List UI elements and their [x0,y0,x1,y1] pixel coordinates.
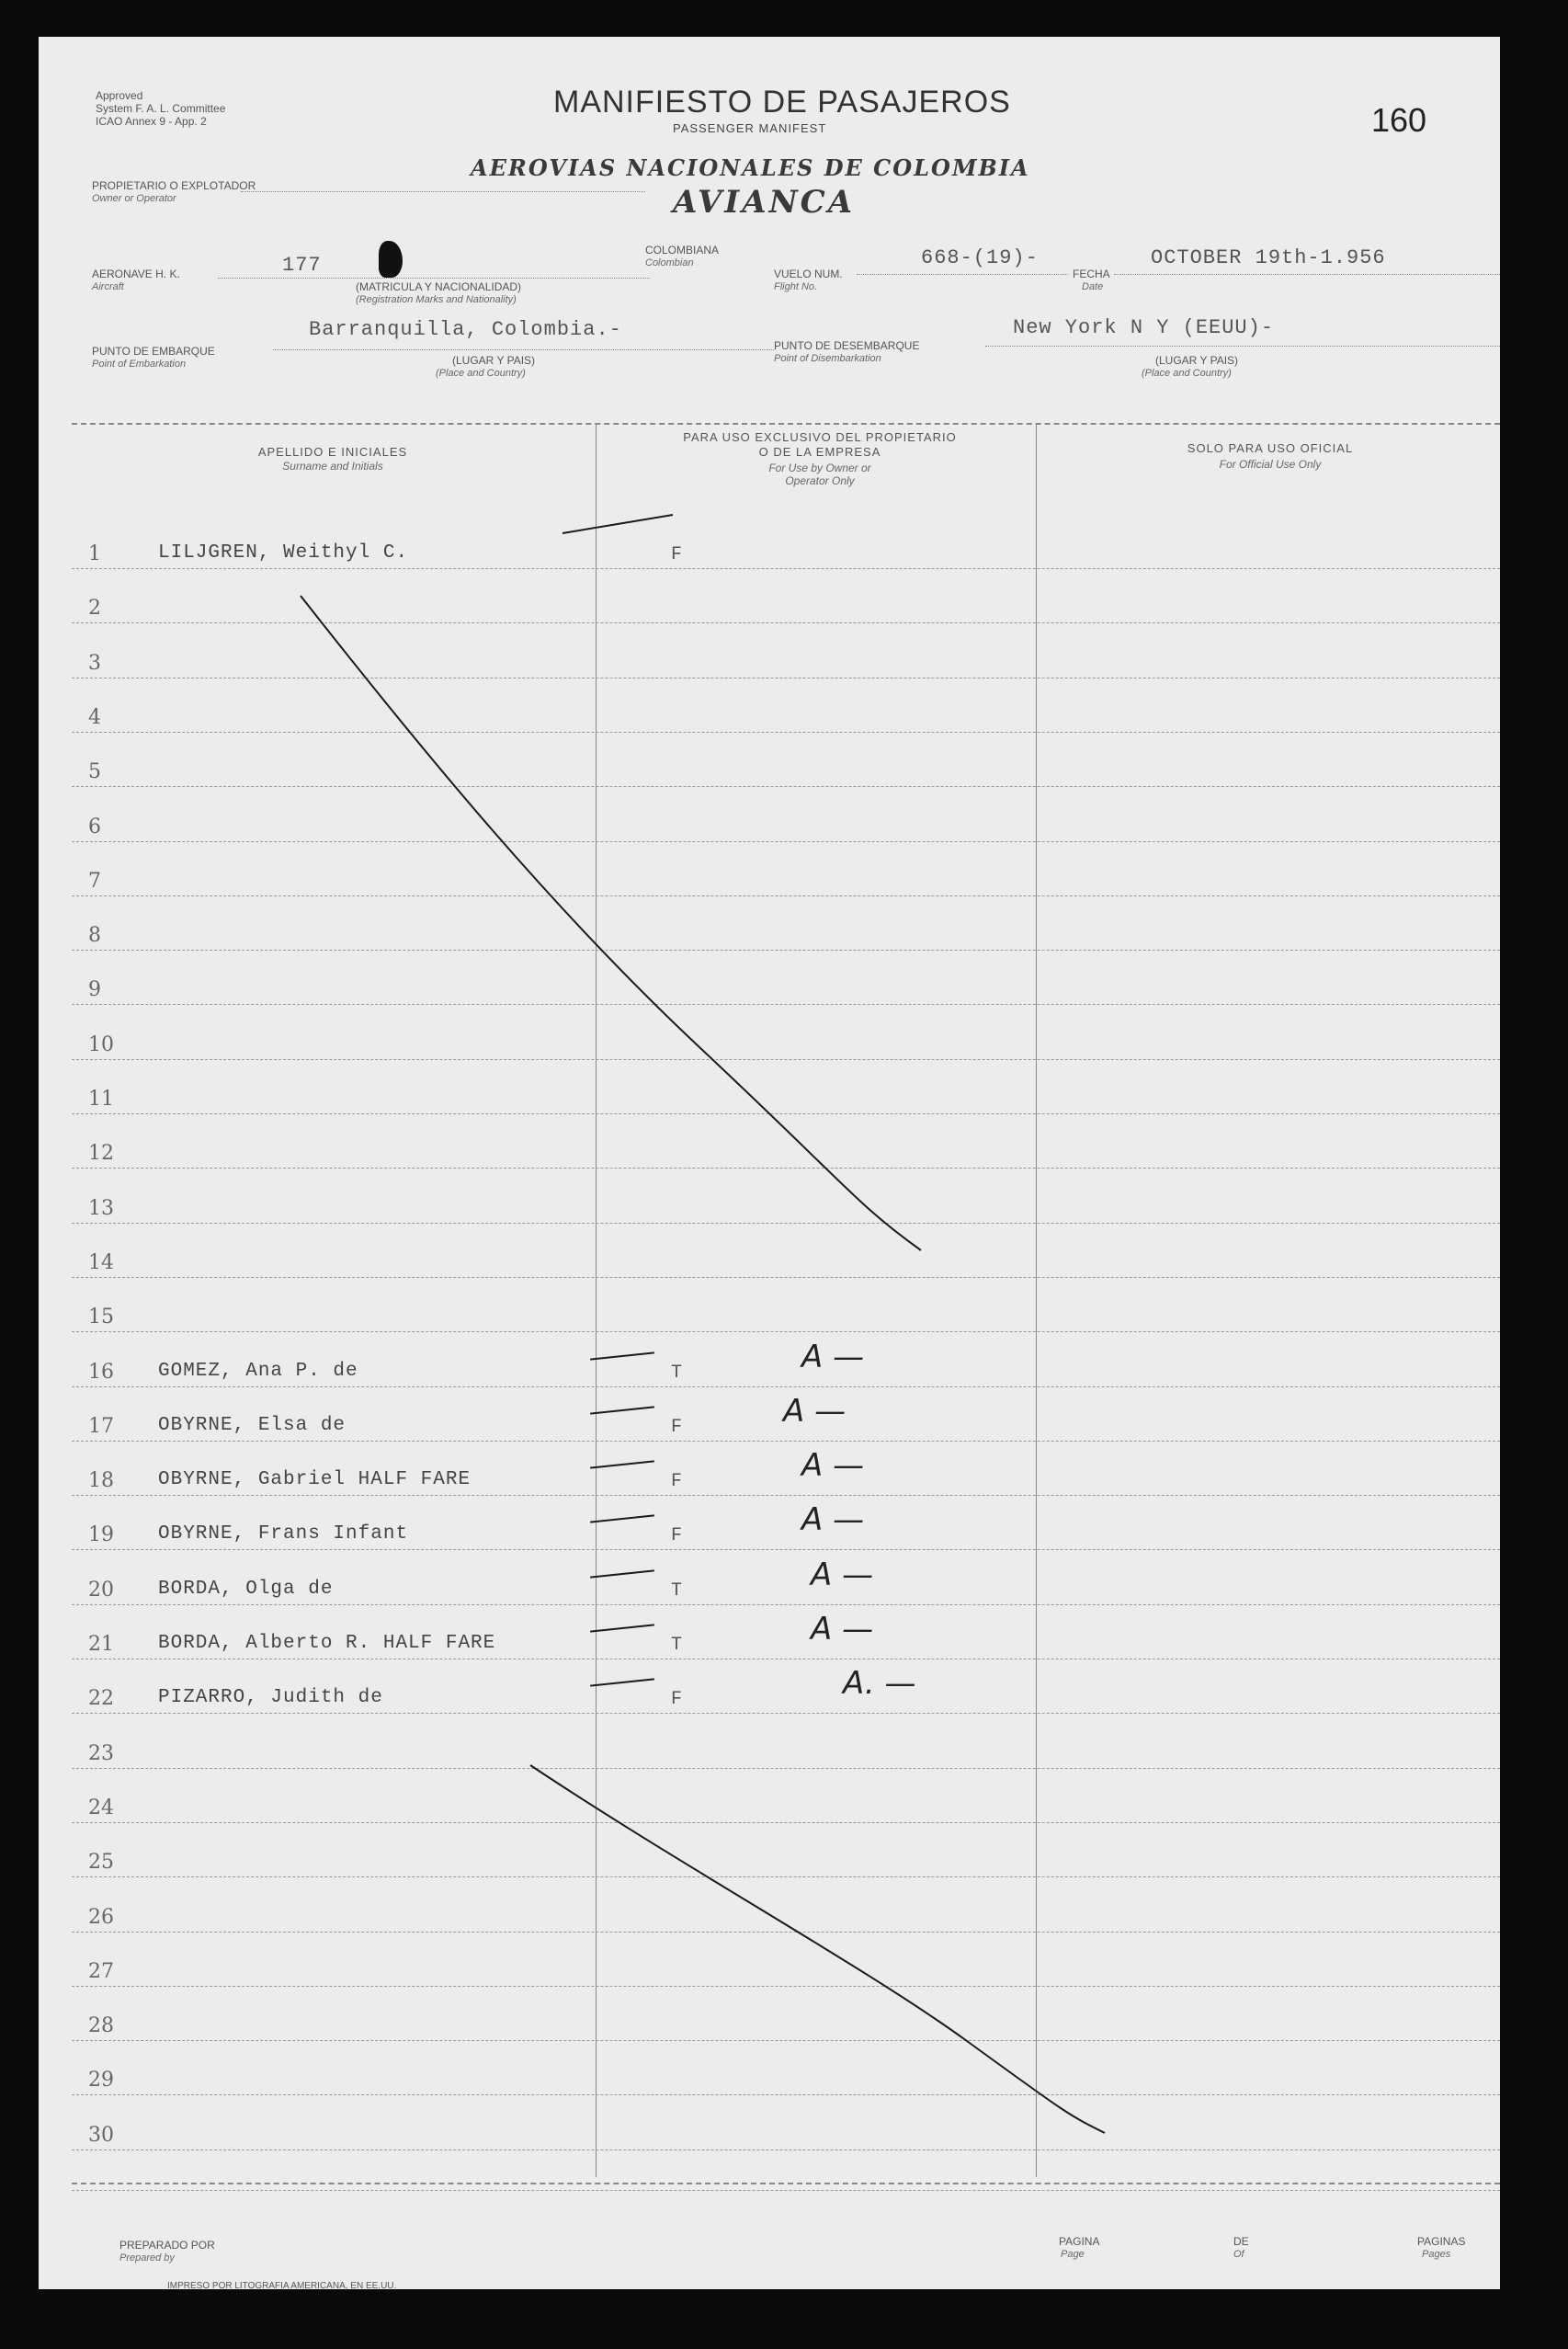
official-mark: A. — [843,1665,916,1703]
passenger-name: PIZARRO, Judith de [158,1687,383,1709]
passenger-name: BORDA, Olga de [158,1578,334,1600]
col-header-owner-en-b: Operator Only [785,474,855,487]
row-number: 15 [88,1306,114,1329]
page-label-en: Page [1061,2249,1085,2260]
row-number: 18 [88,1469,114,1493]
manifest-subtitle: PASSENGER MANIFEST [673,121,827,135]
row-number: 22 [88,1687,114,1711]
col-header-surname: APELLIDO E INICIALES [257,445,408,459]
col-header-owner-en-a: For Use by Owner or [768,462,871,474]
owner-label-en: Owner or Operator [92,193,176,204]
row-number: 19 [88,1523,114,1547]
row-number: 25 [88,1851,114,1875]
passenger-name: OBYRNE, Gabriel HALF FARE [158,1469,472,1491]
row-number: 30 [88,2123,114,2147]
disembark-place-label-en: (Place and Country) [1142,368,1232,379]
row-number: 3 [88,651,101,675]
row-number: 11 [88,1088,114,1111]
passenger-name: GOMEZ, Ana P. de [158,1360,358,1382]
of-label-en: Of [1233,2249,1244,2260]
owner-code: T [671,1635,683,1656]
passenger-name: LILJGREN, Weithyl C. [158,542,409,564]
prepared-label-en: Prepared by [119,2252,175,2263]
official-mark: A — [811,1556,874,1593]
page-label: PAGINA [1059,2235,1100,2248]
row-number: 27 [88,1959,114,1983]
passenger-name: BORDA, Alberto R. HALF FARE [158,1633,496,1654]
col-header-official-en: For Official Use Only [1219,458,1322,471]
nationality-label-en: Colombian [645,257,694,268]
row-number: 26 [88,1905,114,1929]
col-header-official: SOLO PARA USO OFICIAL [1187,441,1354,455]
date-label: FECHA [1073,268,1110,280]
pages-label: PAGINAS [1417,2235,1466,2248]
aircraft-label-en: Aircraft [92,281,124,292]
disembark-label-en: Point of Disembarkation [774,353,881,364]
manifest-title: MANIFIESTO DE PASAJEROS [553,85,1011,120]
row-number: 4 [88,705,101,729]
printer-line: IMPRESO POR LITOGRAFIA AMERICANA, EN EE.UU. [167,2281,397,2291]
row-number: 21 [88,1633,114,1656]
row-number: 1 [88,542,101,565]
passenger-name: OBYRNE, Elsa de [158,1414,347,1436]
nationality-label: COLOMBIANA [645,244,720,257]
aircraft-label: AERONAVE H. K. [92,268,180,280]
owner-code: T [671,1579,683,1602]
row-number: 14 [88,1250,114,1274]
row-number: 17 [88,1414,114,1438]
official-mark: A — [801,1501,865,1539]
row-number: 2 [88,597,101,621]
col-header-surname-en: Surname and Initials [282,460,383,473]
owner-code: F [671,1689,683,1711]
owner-code: F [671,1525,683,1547]
embark-label: PUNTO DE EMBARQUE [92,345,215,358]
row-number: 10 [88,1032,114,1056]
col-header-owner-a: PARA USO EXCLUSIVO DEL PROPIETARIO [683,430,957,444]
row-number: 7 [88,869,101,893]
aircraft-number: 177 [282,254,322,277]
row-number: 9 [88,978,101,1002]
approval-line-3: ICAO Annex 9 - App. 2 [96,115,207,128]
airline-brand: AVIANCA [673,184,856,221]
official-mark: A — [811,1611,874,1648]
owner-code: F [671,544,683,565]
official-mark: A — [801,1338,865,1375]
prepared-label: PREPARADO POR [119,2239,215,2252]
date-label-en: Date [1082,281,1104,292]
disembark-place-label: (LUGAR Y PAIS) [1155,354,1239,367]
row-number: 12 [88,1142,114,1166]
owner-label: PROPIETARIO O EXPLOTADOR [92,179,256,192]
row-number: 5 [88,760,101,784]
owner-code: F [671,1471,683,1493]
owner-code: T [671,1362,683,1384]
cross-out-upper [301,596,921,1250]
page-number: 160 [1371,101,1427,139]
embark-label-en: Point of Embarkation [92,359,187,370]
row-number: 24 [88,1796,114,1819]
flight-number: 668-(19)- [921,246,1039,269]
row-number: 6 [88,815,101,838]
flight-label: VUELO NUM. [774,268,843,280]
row-number: 16 [88,1360,114,1384]
pages-label-en: Pages [1422,2249,1451,2260]
row-number: 29 [88,2069,114,2092]
airline-name: AEROVIAS NACIONALES DE COLOMBIA [471,154,1030,181]
cross-out-lower [530,1765,1105,2133]
embark-place-label: (LUGAR Y PAIS) [452,354,536,367]
owner-code: F [671,1416,683,1438]
row-number: 13 [88,1196,114,1220]
embark-value: Barranquilla, Colombia.- [309,318,622,341]
row-number: 20 [88,1578,114,1602]
row-number: 23 [88,1741,114,1765]
flight-label-en: Flight No. [774,281,818,292]
disembark-value: New York N Y (EEUU)- [1013,316,1275,339]
embark-place-label-en: (Place and Country) [436,368,526,379]
registration-label-en: (Registration Marks and Nationality) [356,294,517,305]
disembark-label: PUNTO DE DESEMBARQUE [774,339,920,352]
of-label: DE [1233,2235,1249,2248]
official-mark: A — [801,1447,865,1485]
official-mark: A — [783,1392,846,1430]
cross-out-lines [39,37,1500,2289]
row-number: 8 [88,924,101,948]
manifest-sheet [39,37,1500,2289]
approval-line-2: System F. A. L. Committee [96,102,226,115]
row-number: 28 [88,2014,114,2038]
approval-line-1: Approved [96,89,143,102]
registration-label: (MATRICULA Y NACIONALIDAD) [356,280,522,293]
tick-row-1 [562,515,673,533]
passenger-name: OBYRNE, Frans Infant [158,1523,409,1545]
flight-date: OCTOBER 19th-1.956 [1151,246,1386,269]
col-header-owner-b: O DE LA EMPRESA [758,445,881,459]
